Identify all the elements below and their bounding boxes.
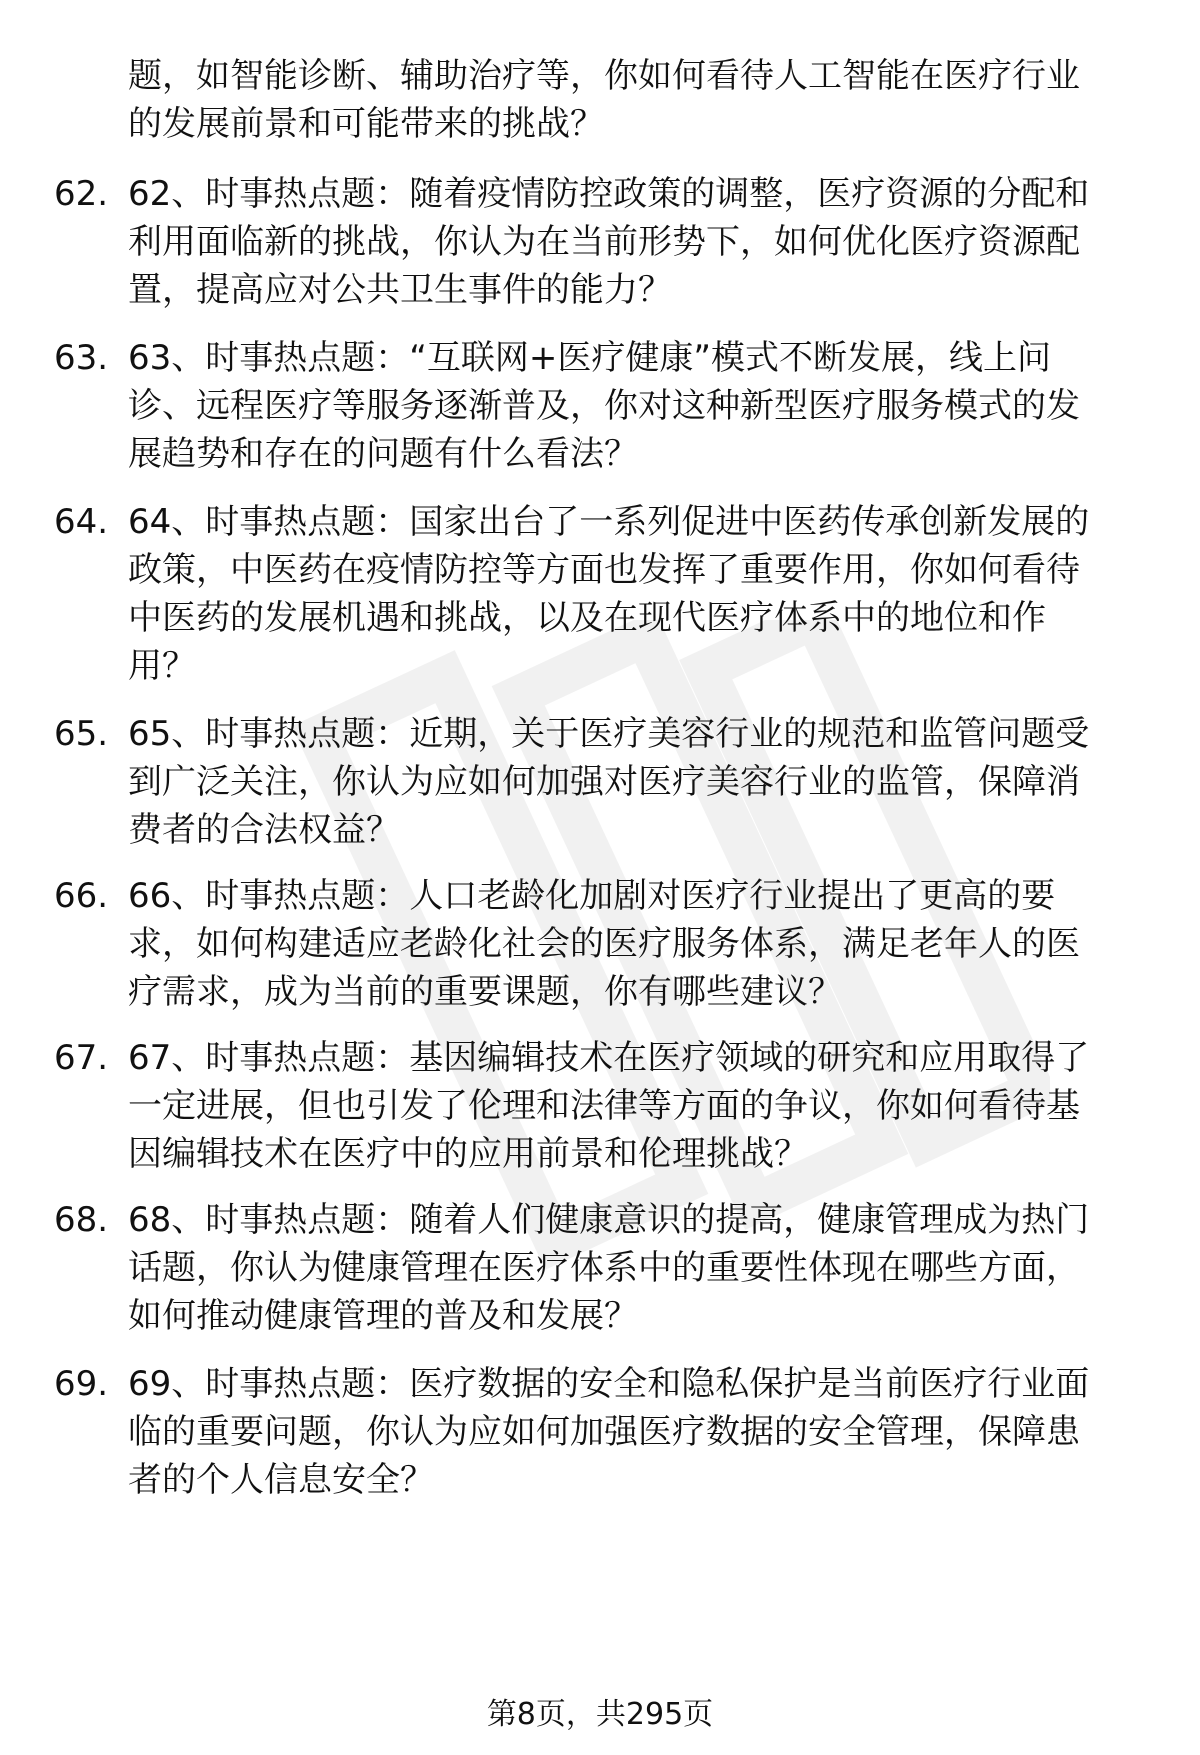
text-line: 68、时事热点题：随着人们健康意识的提高，健康管理成为热门 — [128, 1200, 1090, 1240]
item-number: 63. — [54, 338, 109, 378]
item-body — [128, 1034, 1148, 1178]
item-number: 68. — [54, 1200, 109, 1240]
text-line: 利用面临新的挑战，你认为在当前形势下，如何优化医疗资源配 — [128, 222, 1080, 262]
text-line: 展趋势和存在的问题有什么看法？ — [128, 434, 638, 474]
text-line: 因编辑技术在医疗中的应用前景和伦理挑战？ — [128, 1134, 808, 1174]
text-line: 的发展前景和可能带来的挑战？ — [128, 104, 604, 144]
item-body — [128, 498, 1148, 690]
text-line: 67、时事热点题：基因编辑技术在医疗领域的研究和应用取得了 — [128, 1038, 1090, 1078]
text-line: 求，如何构建适应老龄化社会的医疗服务体系，满足老年人的医 — [128, 924, 1080, 964]
item-number: 64. — [54, 502, 109, 542]
item-body — [128, 1360, 1148, 1504]
text-line: 诊、远程医疗等服务逐渐普及，你对这种新型医疗服务模式的发 — [128, 386, 1080, 426]
item-number: 65. — [54, 714, 109, 754]
text-line: 62、时事热点题：随着疫情防控政策的调整，医疗资源的分配和 — [128, 174, 1090, 214]
item-body — [128, 872, 1148, 1016]
text-line: 话题，你认为健康管理在医疗体系中的重要性体现在哪些方面， — [128, 1248, 1080, 1288]
item-number: 67. — [54, 1038, 109, 1078]
text-line: 69、时事热点题：医疗数据的安全和隐私保护是当前医疗行业面 — [128, 1364, 1090, 1404]
text-line: 政策，中医药在疫情防控等方面也发挥了重要作用，你如何看待 — [128, 550, 1080, 590]
continuation-body — [128, 52, 1148, 148]
text-line: 者的个人信息安全？ — [128, 1460, 434, 1500]
text-line: 一定进展，但也引发了伦理和法律等方面的争议，你如何看待基 — [128, 1086, 1080, 1126]
text-line: 66、时事热点题：人口老龄化加剧对医疗行业提出了更高的要 — [128, 876, 1056, 916]
page-number-footer: 第8页，共295页 — [486, 1697, 714, 1732]
text-line: 临的重要问题，你认为应如何加强医疗数据的安全管理，保障患 — [128, 1412, 1080, 1452]
item-body — [128, 334, 1148, 478]
item-body — [128, 1196, 1148, 1340]
text-line: 疗需求，成为当前的重要课题，你有哪些建议？ — [128, 972, 842, 1012]
item-number: 66. — [54, 876, 109, 916]
item-number: 69. — [54, 1364, 109, 1404]
text-line: 64、时事热点题：国家出台了一系列促进中医药传承创新发展的 — [128, 502, 1090, 542]
text-line: 置，提高应对公共卫生事件的能力？ — [128, 270, 672, 310]
text-line: 中医药的发展机遇和挑战，以及在现代医疗体系中的地位和作 — [128, 598, 1046, 638]
item-number: 62. — [54, 174, 109, 214]
text-line: 63、时事热点题：“互联网+医疗健康”模式不断发展，线上问 — [128, 338, 1051, 378]
text-line: 用？ — [128, 646, 196, 686]
text-line: 65、时事热点题：近期，关于医疗美容行业的规范和监管问题受 — [128, 714, 1090, 754]
item-body — [128, 710, 1148, 854]
item-body — [128, 170, 1148, 314]
text-line: 到广泛关注，你认为应如何加强对医疗美容行业的监管，保障消 — [128, 762, 1080, 802]
text-line: 如何推动健康管理的普及和发展？ — [128, 1296, 638, 1336]
text-line: 题，如智能诊断、辅助治疗等，你如何看待人工智能在医疗行业 — [128, 56, 1080, 96]
text-line: 费者的合法权益？ — [128, 810, 400, 850]
